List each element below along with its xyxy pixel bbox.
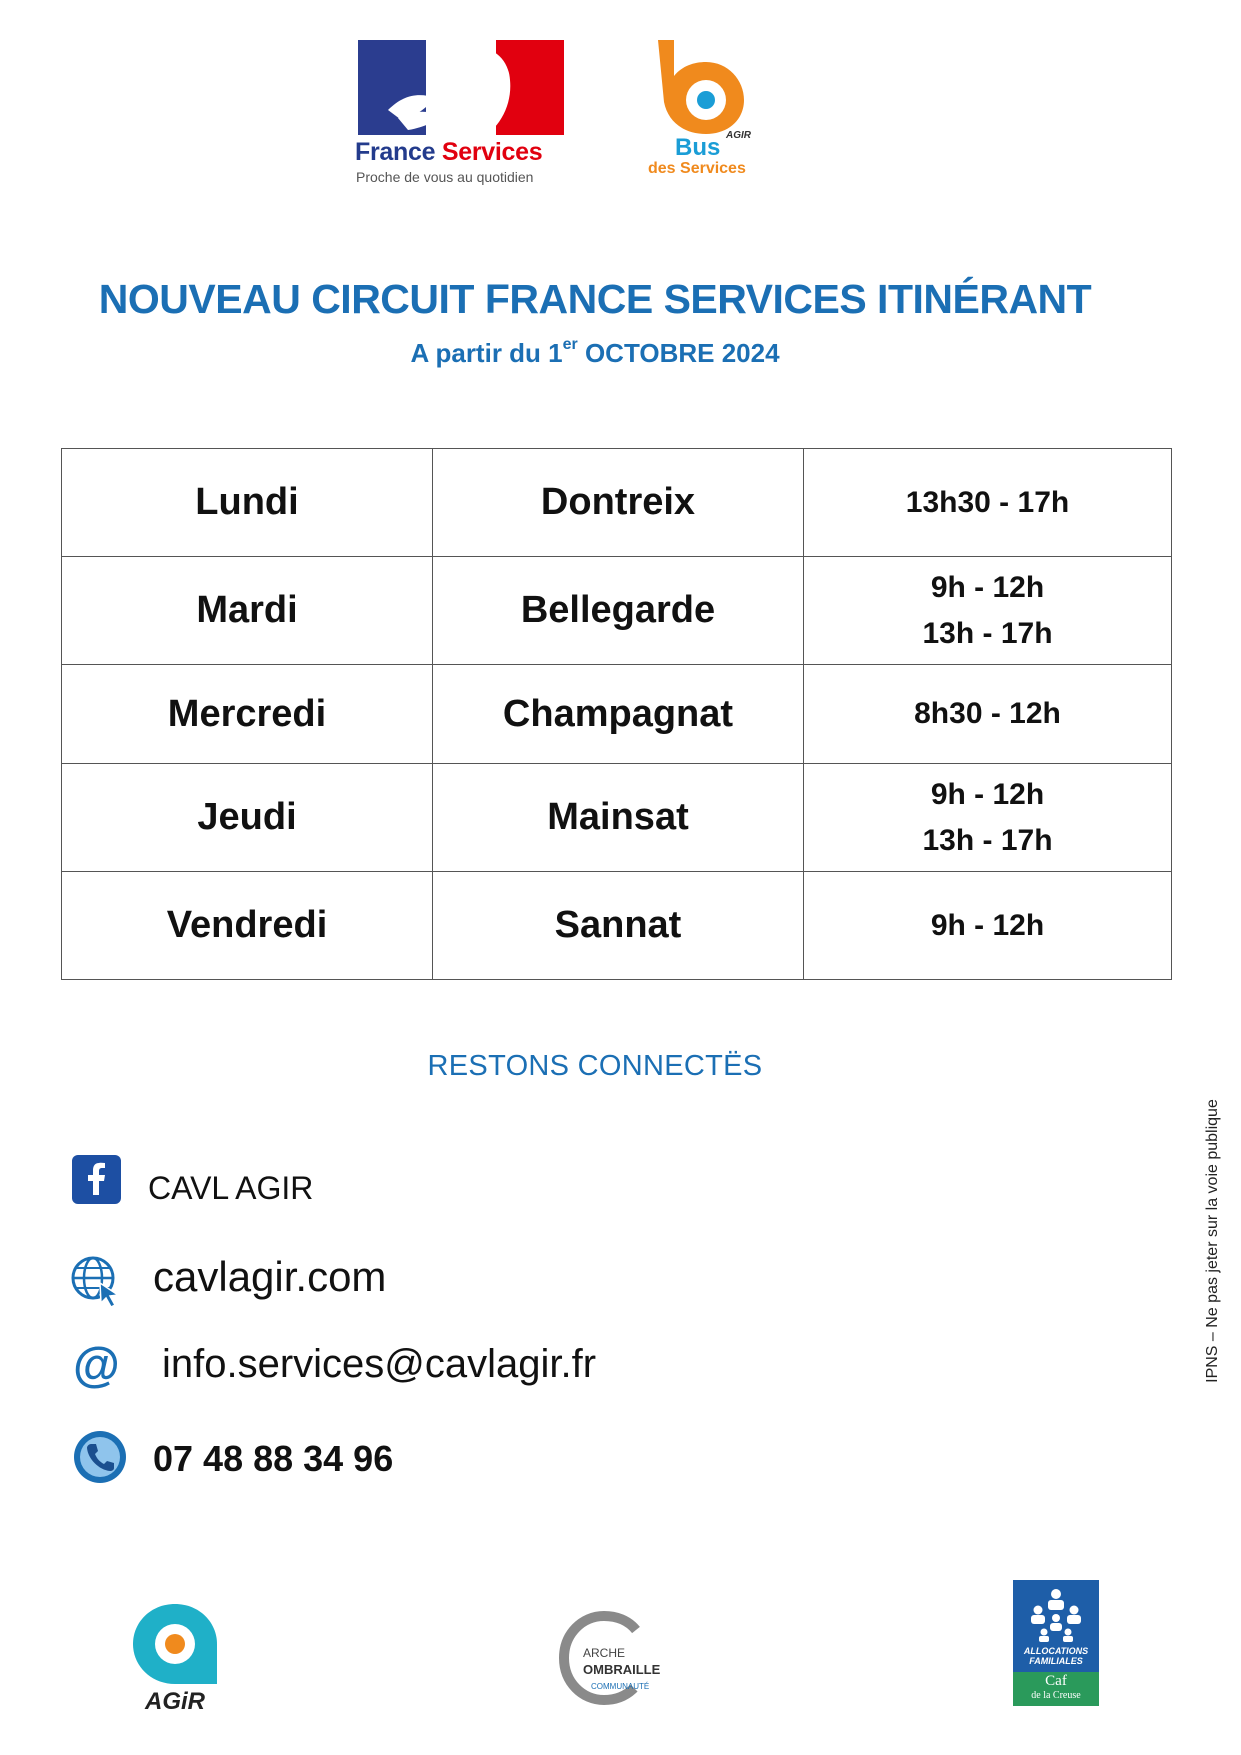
time-slot: 9h - 12h [930, 570, 1045, 604]
schedule-table [61, 448, 1172, 980]
table-row [62, 764, 1172, 872]
place-cell: Mainsat [433, 764, 804, 872]
time-slot: 13h - 17h [922, 616, 1053, 650]
france-services-name: France Services [355, 138, 543, 166]
bus-b-icon [650, 38, 750, 134]
at-sign-icon: @ [73, 1339, 120, 1392]
bus-des-services-logo [640, 38, 780, 188]
place-cell: Champagnat [433, 665, 804, 764]
marche-combraille-logo: ARCHE OMBRAILLE COMMUNAUTÉ [558, 1610, 668, 1710]
day-cell: Mardi [62, 557, 433, 665]
day-cell: Vendredi [62, 872, 433, 980]
time-slot: 9h - 12h [930, 908, 1045, 942]
facebook-icon[interactable] [72, 1155, 121, 1204]
caf-region: de la Creuse [1031, 1690, 1081, 1701]
website-link[interactable]: cavlagir.com [153, 1253, 387, 1300]
time-slot: 13h30 - 17h [905, 485, 1070, 519]
bus-subtitle: des Services [648, 160, 746, 177]
agir-a-icon [129, 1600, 221, 1688]
globe-cursor-icon[interactable] [70, 1255, 122, 1307]
caf-line1: ALLOCATIONS [1023, 1646, 1089, 1656]
bus-word: Bus [675, 134, 721, 161]
france-services-logo [355, 38, 570, 188]
side-note: IPNS – Ne pas jeter sur la voie publique [1204, 1099, 1221, 1383]
place-cell: Dontreix [433, 449, 804, 557]
day-cell: Lundi [62, 449, 433, 557]
phone-number[interactable]: 07 48 88 34 96 [153, 1438, 394, 1479]
hours-cell [804, 872, 1172, 980]
hours-cell [804, 557, 1172, 665]
page-title: NOUVEAU CIRCUIT FRANCE SERVICES ITINÉRANT [98, 276, 1092, 322]
email-link[interactable]: info.services@cavlagir.fr [162, 1342, 597, 1386]
place-cell: Sannat [433, 872, 804, 980]
caf-family-icon [1026, 1586, 1086, 1644]
connect-heading: RESTONS CONNECTËS [427, 1050, 763, 1082]
table-row [62, 665, 1172, 764]
facebook-link[interactable]: CAVL AGIR [148, 1170, 314, 1206]
time-slot: 8h30 - 12h [914, 697, 1061, 730]
table-row [62, 449, 1172, 557]
hours-cell [804, 449, 1172, 557]
caf-name: Caf [1045, 1673, 1067, 1689]
marianne-flag-icon [358, 40, 564, 135]
hours-cell [804, 665, 1172, 764]
day-cell: Jeudi [62, 764, 433, 872]
table-row [62, 872, 1172, 980]
caf-logo [1013, 1580, 1099, 1706]
time-slot: 9h - 12h [930, 777, 1045, 811]
hours-cell [804, 764, 1172, 872]
bus-brand: AGIR [726, 130, 751, 141]
place-cell: Bellegarde [433, 557, 804, 665]
day-cell: Mercredi [62, 665, 433, 764]
table-row [62, 557, 1172, 665]
caf-line2: FAMILIALES [1029, 1656, 1083, 1666]
page-subtitle: A partir du 1er OCTOBRE 2024 [410, 336, 780, 368]
agir-logo: AGiR [125, 1600, 225, 1720]
time-slot: 13h - 17h [922, 823, 1053, 857]
france-services-tagline: Proche de vous au quotidien [356, 169, 534, 185]
phone-icon[interactable] [73, 1430, 127, 1484]
